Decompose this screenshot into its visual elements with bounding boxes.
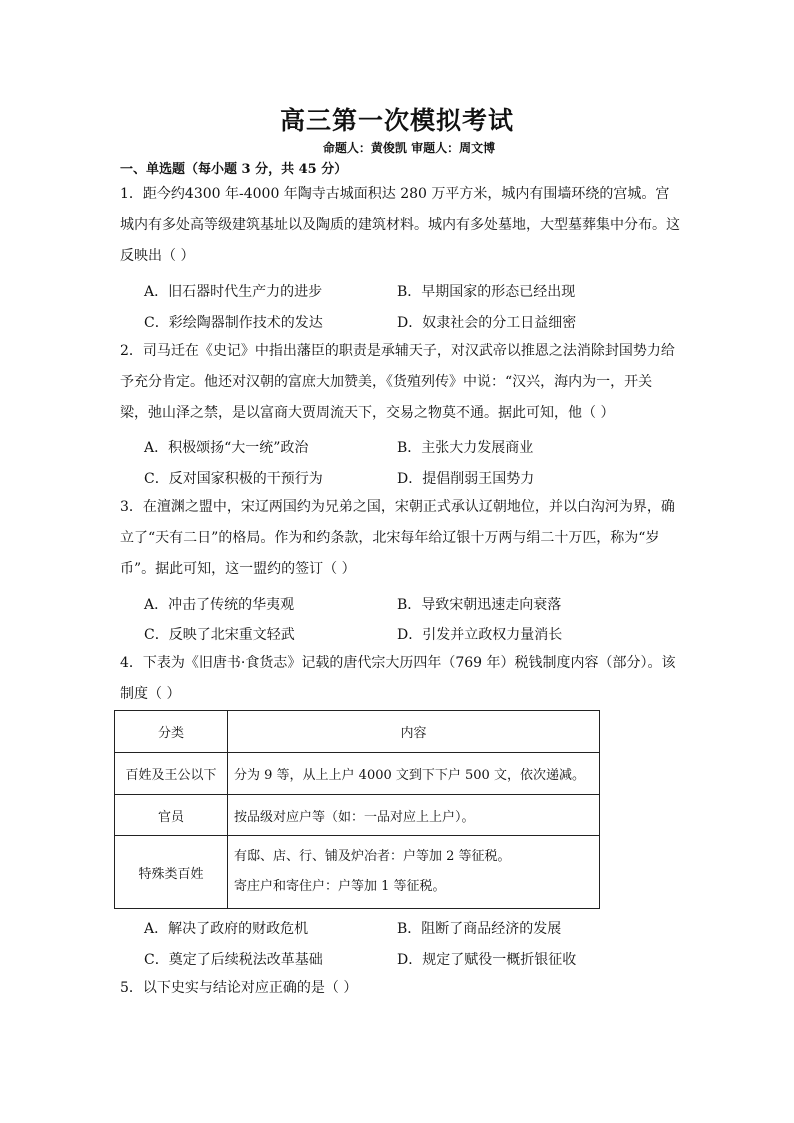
table-row — [115, 753, 600, 795]
question-4-option-d: D．规定了赋役一概折银征收 — [397, 952, 577, 968]
question-4-stem: 4．下表为《旧唐书·食货志》记载的唐代宗大历四年（769 年）税钱制度内容（部分）。该制度（ ） — [120, 655, 676, 702]
question-2-stem: 2．司马迁在《史记》中指出藩臣的职责是承辅天子，对汉武帝以推恩之法消除封国势力给予充分肯定。他还对汉朝的富庶大加赞美，《货殖列传》中说：“汉兴，海内为一，开关梁，弛山泽之禁，是以富商大贾周流天下，交易之物莫不通。据此可知，他（ ） — [120, 343, 675, 421]
table-header-row — [115, 711, 600, 753]
table-cell-content — [228, 836, 600, 909]
table-header-category: 分类 — [115, 711, 228, 753]
page-title: 高三第一次模拟考试 — [279, 106, 514, 135]
question-1-option-b: B．早期国家的形态已经出现 — [397, 284, 576, 300]
table-header-content: 内容 — [228, 711, 600, 753]
question-4-option-c: C．奠定了后续税法改革基础 — [144, 952, 323, 968]
question-4-option-b: B．阻断了商品经济的发展 — [397, 921, 562, 937]
question-2-option-d: D．提倡削弱王国势力 — [397, 471, 535, 487]
question-5-stem: 5．以下史实与结论对应正确的是（ ） — [120, 980, 358, 996]
question-1-option-c: C．彩绘陶器制作技术的发达 — [144, 315, 323, 331]
table-row — [115, 836, 600, 909]
section-heading: 一、单选题（每小题 3 分，共 45 分） — [120, 162, 348, 177]
table-cell-content: 按品级对应户等（如：一品对应上上户）。 — [228, 795, 600, 836]
question-3-stem: 3．在澶渊之盟中，宋辽两国约为兄弟之国，宋朝正式承认辽朝地位，并以白沟河为界，确立了“天有二日”的格局。作为和约条款，北宋每年给辽银十万两与绢二十万匹，称为“岁币”。据此可知，这一盟约的签订（ ） — [120, 499, 675, 577]
question-4-option-a: A．解决了政府的财政危机 — [144, 921, 309, 937]
question-1-option-a: A．旧石器时代生产力的进步 — [144, 284, 323, 300]
table-row — [115, 795, 600, 836]
question-3-option-c: C．反映了北宋重文轻武 — [144, 627, 295, 643]
table-cell-category: 百姓及王公以下 — [115, 753, 228, 795]
table-cell-category: 官员 — [115, 795, 228, 836]
question-2-option-b: B．主张大力发展商业 — [397, 440, 534, 456]
table-cell-category: 特殊类百姓 — [115, 836, 228, 909]
table-cell-line: 有邸、店、行、铺及炉冶者：户等加 2 等征税。 — [234, 849, 511, 864]
question-3-option-d: D．引发并立政权力量消长 — [397, 627, 563, 643]
question-1-option-d: D．奴隶社会的分工日益细密 — [397, 315, 577, 331]
table-cell-content: 分为 9 等，从上上户 4000 文到下下户 500 文，依次递减。 — [228, 753, 600, 795]
question-3-option-a: A．冲击了传统的华夷观 — [144, 597, 295, 613]
authors-line: 命题人：黄俊凯 审题人：周文博 — [322, 141, 496, 155]
table-cell-line: 寄庄户和寄住户：户等加 1 等征税。 — [234, 879, 446, 894]
question-3-option-b: B．导致宋朝迅速走向衰落 — [397, 597, 562, 613]
tax-table — [114, 710, 600, 909]
question-2-option-a: A．积极颂扬“大一统”政治 — [144, 440, 309, 456]
question-2-option-c: C．反对国家积极的干预行为 — [144, 471, 323, 487]
question-1-stem: 1．距今约4300 年-4000 年陶寺古城面积达 280 万平方米，城内有围墙环绕的宫城。宫城内有多处高等级建筑基址以及陶质的建筑材料。城内有多处墓地，大型墓葬集中分布。这反映出（ ） — [120, 186, 680, 264]
